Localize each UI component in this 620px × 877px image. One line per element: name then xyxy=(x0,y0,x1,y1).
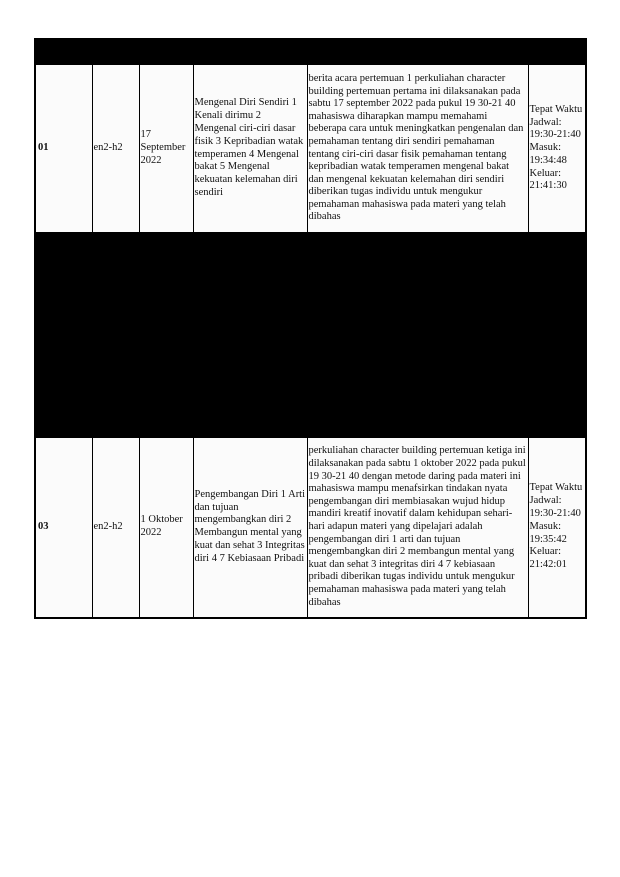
attendance-out: Keluar: 21:42:01 xyxy=(529,546,567,571)
table-row-redacted xyxy=(35,233,586,438)
meeting-topic: Pengembangan Diri 1 Arti dan tujuan mengembangkan diri 2 Membangun mental yang kuat dan sehat 3 Integritas diri 4 7 Kebiasaan Pribadi xyxy=(193,438,307,618)
attendance-status: Tepat Waktu xyxy=(529,103,583,115)
table-row xyxy=(35,438,586,618)
meeting-topic: Mengenal Diri Sendiri 1 Kenali dirimu 2 Mengenal ciri-ciri dasar fisik 3 Kepribadian watak temperamen 4 Mengenal bakat 5 Mengenal kekuatan kelemahan diri sendiri xyxy=(193,65,307,233)
class-code: en2-h2 xyxy=(92,65,139,233)
meeting-description: perkuliahan character building pertemuan ketiga ini dilaksanakan pada sabtu 1 oktober 2022 pada pukul 19 30-21 40 dengan metode daring pada materi ini mahasiswa mampu menafsirkan tindakan nyata pengembangan diri membiasakan wujud hidup mandiri kreatif inovatif dalam kehidupan sehari-hari adapun materi yang dipelajari adalah pengembangan diri 1 arti dan tujuan mengembangkan diri 2 membangun mental yang kuat dan sehat 3 integritas diri 4 7 kebiasaan pribadi diberikan tugas individu untuk mengukur pemahaman mahasiswa pada materi yang telah dibahas xyxy=(307,438,528,618)
class-code: en2-h2 xyxy=(92,438,139,618)
attendance-schedule: Jadwal: 19:30-21:40 xyxy=(529,495,581,520)
meeting-date: 1 Oktober 2022 xyxy=(139,438,193,618)
attendance-out: Keluar: 21:41:30 xyxy=(529,167,567,192)
attendance-schedule: Jadwal: 19:30-21:40 xyxy=(529,116,581,141)
attendance-cell xyxy=(528,438,586,618)
redacted-row-cell xyxy=(35,233,586,438)
table-header-redacted xyxy=(35,39,586,65)
meeting-number: 03 xyxy=(35,438,92,618)
attendance-status: Tepat Waktu xyxy=(529,482,583,494)
meeting-description: berita acara pertemuan 1 perkuliahan character building pertemuan pertama ini dilaksanakan pada sabtu 17 september 2022 pada pukul 19 30-21 40 mahasiswa diharapkan mampu memahami beberapa cara untuk meningkatkan pengenalan dan pemahaman tentang diri sendiri pemahaman tentang ciri-ciri dasar fisik pemahaman tentang kepribadian watak temperamen mengenal bakat dan mengenal kekuatan kelemahan diri sendiri diberikan tugas individu untuk mengukur pemahaman mahasiswa pada materi yang telah dibahas xyxy=(307,65,528,233)
meeting-number: 01 xyxy=(35,65,92,233)
meeting-date: 17 September 2022 xyxy=(139,65,193,233)
table-row xyxy=(35,65,586,233)
attendance-table-container xyxy=(34,38,585,619)
attendance-table xyxy=(34,38,587,619)
attendance-cell xyxy=(528,65,586,233)
attendance-in: Masuk: 19:35:42 xyxy=(529,520,567,545)
attendance-in: Masuk: 19:34:48 xyxy=(529,142,567,166)
redacted-header-cell xyxy=(35,39,586,65)
